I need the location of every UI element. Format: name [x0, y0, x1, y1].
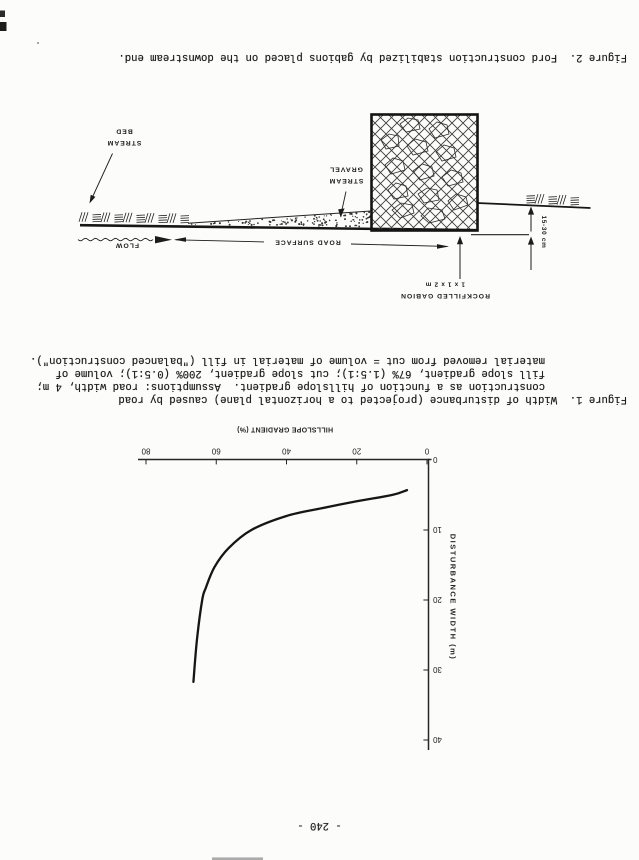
figure2-caption: Figure 2. Ford construction stabilized by gabions placed on the downstream end. — [118, 51, 627, 63]
stream-gravel-pointer-line — [342, 192, 346, 212]
road-surface-label: ROAD SURFACE — [274, 238, 341, 246]
svg-text:60: 60 — [211, 446, 221, 456]
gabion-label-line2: 1 x 1 x 2 m — [424, 280, 466, 288]
svg-text:30: 30 — [433, 665, 442, 675]
drop-dimension-label: 15-30 cm — [540, 215, 547, 249]
figure2-diagram — [78, 115, 591, 300]
arrow-up-right-icon — [90, 195, 96, 204]
svg-text:0: 0 — [424, 446, 430, 456]
figure1-caption-line3: fill slope gradient, 67% (1.5:1); cut slope gradient, 200% (0.5:1); volume of — [55, 367, 545, 379]
disturbance-curve — [193, 490, 407, 682]
stream-gravel-label-line2: GRAVEL — [329, 165, 363, 173]
gabion-label-line1: ROCKFILLED GABION — [400, 292, 490, 299]
axis-ticks — [141, 447, 442, 745]
flow-wavy-line — [78, 238, 153, 240]
stream-bed-label-line1: STREAM — [106, 139, 142, 146]
gravel-wedge-line — [188, 211, 371, 223]
x-axis-title: HILLSLOPE GRADIENT (%) — [236, 425, 334, 433]
svg-text:80: 80 — [141, 446, 151, 456]
stream-gravel-label-line1: STREAM — [328, 177, 364, 184]
gabion-box — [372, 115, 478, 231]
y-axis-title: DISTURBANCE WIDTH (m) — [448, 533, 458, 661]
stream-bed-label-line2: BED — [115, 127, 133, 135]
downstream-bed-line — [477, 203, 591, 208]
svg-text:40: 40 — [433, 735, 442, 745]
stream-gravel-stipple — [191, 211, 372, 227]
svg-text:20: 20 — [433, 595, 442, 605]
stream-bed-pointer-line — [93, 154, 113, 198]
upstream-bed-hatch — [79, 212, 189, 223]
figure1-caption-line1: Figure 1. Width of disturbance (projected to a horizontal plane) caused by road — [118, 393, 627, 405]
arrow-left-icon — [437, 244, 449, 249]
figure1-caption-line2: construction as a function of hillslope gradient. Assumptions: road width, 4 m; — [36, 380, 545, 392]
figure1-chart — [138, 426, 458, 751]
scan-artifacts — [0, 11, 263, 860]
svg-text:10: 10 — [433, 525, 442, 535]
svg-text:20: 20 — [352, 446, 362, 456]
arrow-down-icon — [528, 237, 534, 245]
arrow-left-icon — [155, 236, 172, 243]
page-number: - 240 - — [297, 819, 342, 831]
arrow-down-icon — [457, 236, 463, 244]
arrow-right-icon — [174, 237, 186, 242]
svg-text:40: 40 — [282, 446, 291, 456]
flow-label: FLOW — [114, 241, 140, 249]
arrow-down-icon — [528, 207, 534, 215]
downstream-bed-hatch — [527, 194, 580, 205]
svg-text:0: 0 — [433, 455, 438, 465]
drop-dimension-arrows — [528, 207, 534, 271]
figure1-caption-line4: material removed from cut = volume of material in fill ("balanced construction"). — [30, 354, 545, 366]
